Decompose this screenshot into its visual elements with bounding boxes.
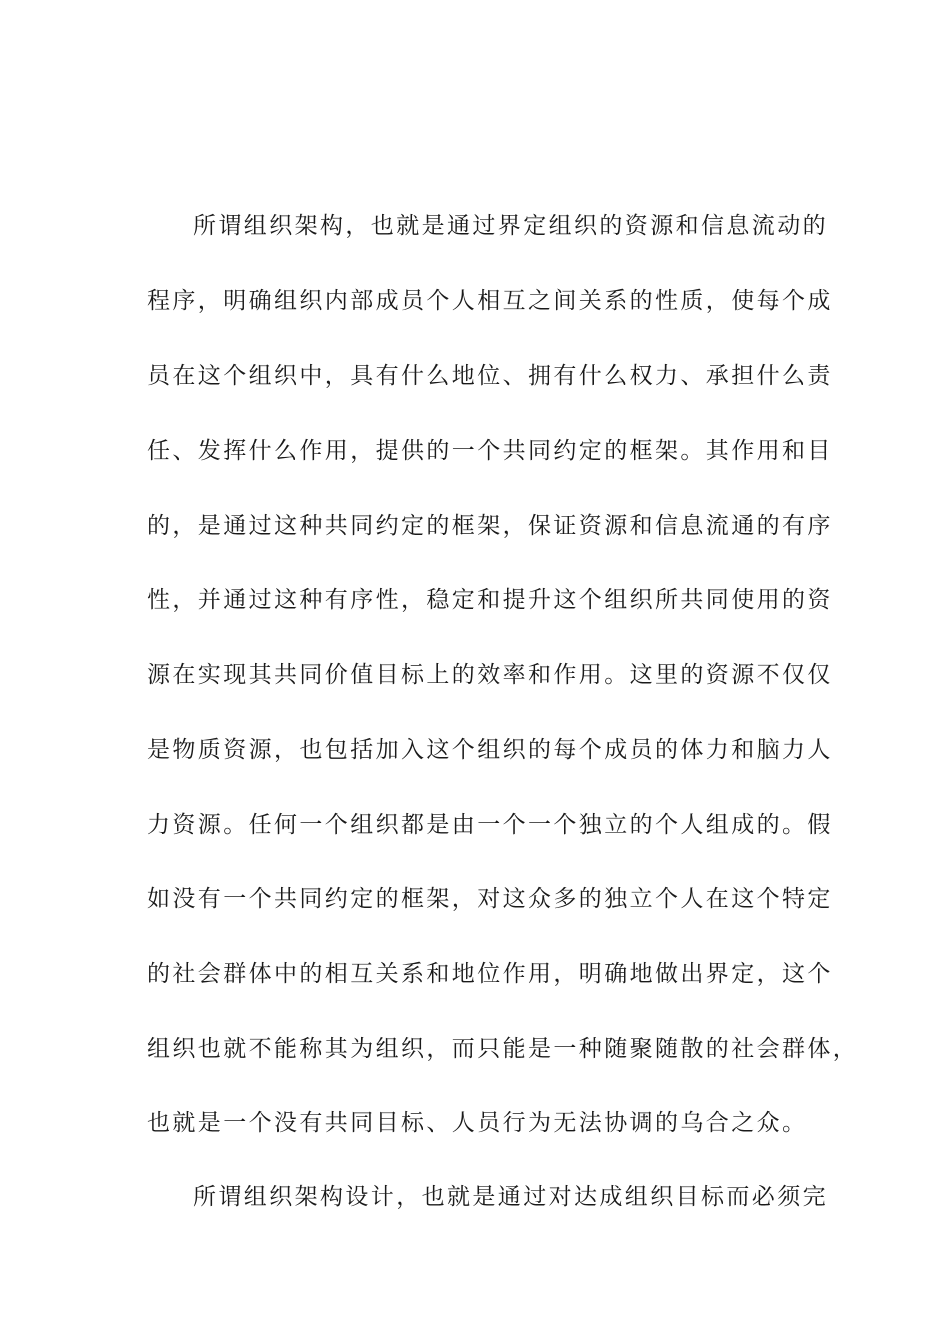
paragraph-1-line-6: 性，并通过这种有序性，稳定和提升这个组织所共同使用的资 xyxy=(147,587,833,613)
paragraph-1-line-1: 所谓组织架构，也就是通过界定组织的资源和信息流动的 xyxy=(193,213,828,239)
paragraph-1-line-7: 源在实现其共同价值目标上的效率和作用。这里的资源不仅仅 xyxy=(147,662,833,688)
paragraph-1-line-3: 员在这个组织中，具有什么地位、拥有什么权力、承担什么责 xyxy=(147,363,833,389)
paragraph-1-line-2: 程序，明确组织内部成员个人相互之间关系的性质，使每个成 xyxy=(147,288,833,314)
paragraph-2-line-1: 所谓组织架构设计，也就是通过对达成组织目标而必须完 xyxy=(193,1184,828,1210)
paragraph-1-line-8: 是物质资源，也包括加入这个组织的每个成员的体力和脑力人 xyxy=(147,737,833,763)
paragraph-1-line-5: 的，是通过这种共同约定的框架，保证资源和信息流通的有序 xyxy=(147,513,833,539)
paragraph-1-line-11: 的社会群体中的相互关系和地位作用，明确地做出界定，这个 xyxy=(147,961,833,987)
paragraph-1-line-4: 任、发挥什么作用，提供的一个共同约定的框架。其作用和目 xyxy=(147,438,833,464)
paragraph-1-line-13: 也就是一个没有共同目标、人员行为无法协调的乌合之众。 xyxy=(147,1110,808,1136)
paragraph-1-line-10: 如没有一个共同约定的框架，对这众多的独立个人在这个特定 xyxy=(147,886,833,912)
paragraph-1-line-9: 力资源。任何一个组织都是由一个一个独立的个人组成的。假 xyxy=(147,812,833,838)
paragraph-1-line-12: 组织也就不能称其为组织，而只能是一种随聚随散的社会群体， xyxy=(147,1036,859,1062)
